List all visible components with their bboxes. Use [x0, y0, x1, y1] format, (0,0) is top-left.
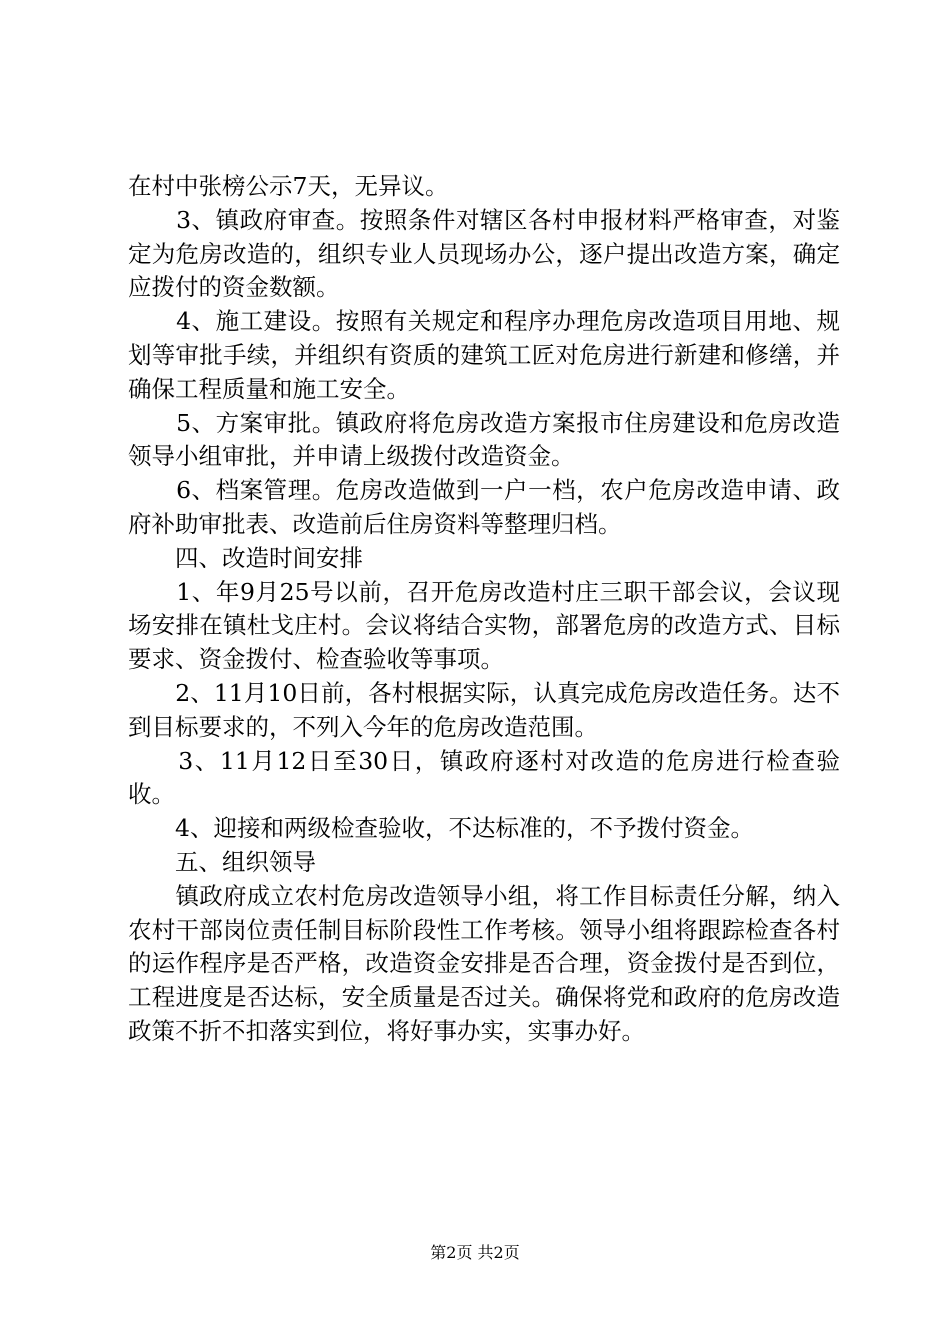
paragraph-6: 1、年9月25号以前，召开危房改造村庄三职干部会议，会议现场安排在镇杜戈庄村。会议将结合实物，部署危房的改造方式、目标要求、资金拨付、检查验收等事项。 — [128, 577, 840, 674]
document-body — [128, 170, 840, 1049]
paragraph-5: 6、档案管理。危房改造做到一户一档，农户危房改造申请、政府补助审批表、改造前后住房资料等整理归档。 — [128, 476, 840, 538]
section-heading-5: 五、组织领导 — [128, 847, 316, 876]
paragraph-2: 3、镇政府审查。按照条件对辖区各村申报材料严格审查，对鉴定为危房改造的，组织专业人员现场办公，逐户提出改造方案，确定应拨付的资金数额。 — [128, 205, 840, 302]
paragraph-7: 2、11月10日前，各村根据实际，认真完成危房改造任务。达不到目标要求的，不列入今年的危房改造范围。 — [128, 678, 840, 741]
paragraph-8: 3、11月12日至30日，镇政府逐村对改造的危房进行检查验收。 — [128, 746, 840, 809]
page-footer — [0, 1240, 950, 1263]
section-heading-4: 四、改造时间安排 — [128, 543, 363, 572]
paragraph-10: 镇政府成立农村危房改造领导小组，将工作目标责任分解，纳入农村干部岗位责任制目标阶段性工作考核。领导小组将跟踪检查各村的运作程序是否严格，改造资金安排是否合理，资金拨付是否到位，工程进度是否达标，安全质量是否过关。确保将党和政府的危房改造政策不折不扣落实到位，将好事办实，实事办好。 — [128, 881, 840, 1045]
paragraph-4: 5、方案审批。镇政府将危房改造方案报市住房建设和危房改造领导小组审批，并申请上级拨付改造资金。 — [128, 408, 840, 471]
paragraph-1: 在村中张榜公示7天，无异议。 — [128, 172, 449, 200]
paragraph-9: 4、迎接和两级检查验收，不达标准的，不予拨付资金。 — [128, 814, 754, 843]
paragraph-3: 4、施工建设。按照有关规定和程序办理危房改造项目用地、规划等审批手续，并组织有资质的建筑工匠对危房进行新建和修缮，并确保工程质量和施工安全。 — [128, 307, 840, 403]
page-number: 第2页 共2页 — [430, 1243, 520, 1262]
